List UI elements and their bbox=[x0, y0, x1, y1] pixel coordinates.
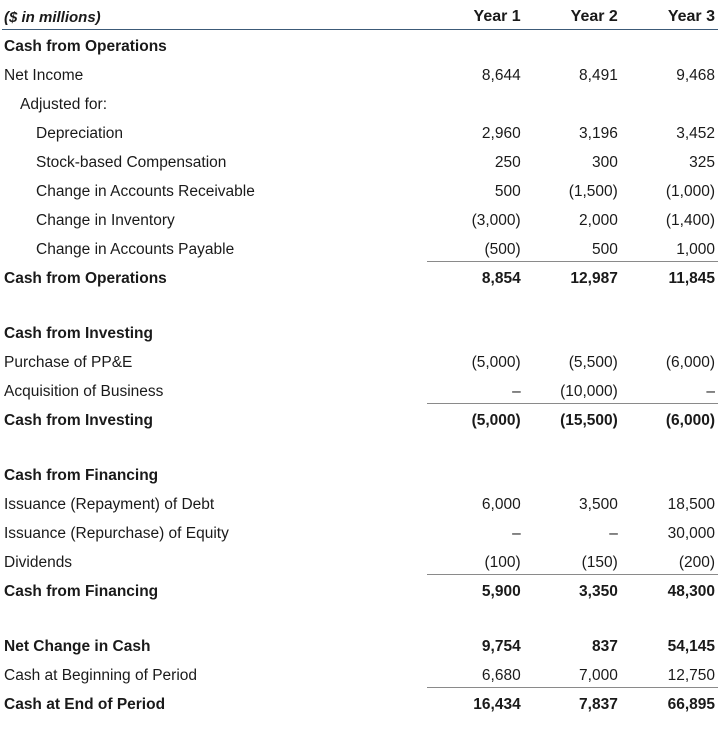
row-value-year-1: 5,900 bbox=[427, 574, 524, 603]
row-value-year-1 bbox=[427, 316, 524, 345]
row-value-year-1: – bbox=[512, 525, 521, 542]
row-label: Cash from Financing bbox=[4, 583, 159, 600]
table-body bbox=[2, 0, 718, 716]
row-value-year-3: 11,845 bbox=[621, 261, 718, 290]
row-label: Change in Accounts Payable bbox=[36, 240, 235, 258]
row-value-year-2: 7,000 bbox=[579, 666, 618, 684]
table-header-row bbox=[2, 0, 718, 29]
row-value-year-3: 1,000 bbox=[676, 240, 715, 258]
row-value-year-2: 8,491 bbox=[579, 67, 618, 84]
row-value-year-2: 3,350 bbox=[524, 574, 621, 603]
table-row bbox=[2, 574, 718, 603]
table-row bbox=[2, 29, 718, 58]
row-value-year-3 bbox=[621, 458, 718, 487]
row-value-year-1: (5,000) bbox=[427, 403, 524, 432]
table-row bbox=[2, 374, 718, 403]
spacer-row bbox=[2, 290, 718, 316]
row-value-year-3: 325 bbox=[689, 154, 715, 171]
row-value-year-2: (5,500) bbox=[568, 354, 618, 371]
row-label: Cash from Financing bbox=[4, 467, 159, 484]
spacer-row bbox=[2, 432, 718, 458]
row-label: Stock-based Compensation bbox=[36, 154, 227, 171]
table-row bbox=[2, 658, 718, 687]
table-row bbox=[2, 516, 718, 545]
row-value-year-2: 3,196 bbox=[579, 125, 618, 142]
spacer-row bbox=[2, 603, 718, 629]
row-value-year-3 bbox=[621, 29, 718, 58]
column-header-year-3: Year 3 bbox=[621, 0, 718, 29]
row-value-year-2: – bbox=[609, 525, 618, 542]
row-label: Cash from Investing bbox=[4, 412, 153, 429]
row-value-year-3: 66,895 bbox=[621, 687, 718, 716]
row-value-year-2: (1,500) bbox=[568, 183, 618, 200]
row-value-year-3: 3,452 bbox=[676, 125, 715, 142]
row-value-year-2: (15,500) bbox=[524, 403, 621, 432]
row-value-year-3: 18,500 bbox=[667, 496, 715, 513]
row-value-year-1 bbox=[427, 458, 524, 487]
table-row bbox=[2, 403, 718, 432]
row-value-year-2 bbox=[524, 29, 621, 58]
table-row bbox=[2, 87, 718, 116]
row-value-year-3: – bbox=[706, 382, 715, 400]
row-value-year-2 bbox=[524, 316, 621, 345]
row-value-year-2: 3,500 bbox=[579, 496, 618, 513]
row-value-year-3: (6,000) bbox=[665, 354, 715, 371]
spacer-cell bbox=[2, 290, 718, 316]
row-value-year-3 bbox=[621, 87, 718, 116]
table-row bbox=[2, 116, 718, 145]
table-row bbox=[2, 145, 718, 174]
row-label: Issuance (Repurchase) of Equity bbox=[4, 525, 229, 542]
table-row bbox=[2, 545, 718, 574]
row-value-year-2: (150) bbox=[581, 553, 618, 571]
table-row bbox=[2, 345, 718, 374]
row-label: Net Change in Cash bbox=[4, 638, 151, 655]
row-value-year-2: 7,837 bbox=[524, 687, 621, 716]
row-value-year-1: 16,434 bbox=[427, 687, 524, 716]
row-value-year-1: 8,644 bbox=[481, 67, 521, 84]
row-label: Change in Inventory bbox=[36, 212, 175, 229]
row-value-year-1: (100) bbox=[484, 553, 521, 571]
row-value-year-2 bbox=[524, 87, 621, 116]
table-row bbox=[2, 487, 718, 516]
row-label: Depreciation bbox=[36, 125, 124, 142]
row-value-year-2: 300 bbox=[591, 154, 618, 171]
row-value-year-1: 500 bbox=[494, 183, 521, 200]
row-value-year-1: 6,000 bbox=[481, 496, 521, 513]
row-value-year-3: (1,400) bbox=[665, 212, 715, 229]
row-value-year-2: 12,987 bbox=[524, 261, 621, 290]
row-value-year-1: (3,000) bbox=[471, 212, 521, 229]
row-value-year-3: 48,300 bbox=[621, 574, 718, 603]
row-value-year-3: (6,000) bbox=[621, 403, 718, 432]
row-label: Adjusted for: bbox=[20, 96, 108, 113]
row-value-year-3: 12,750 bbox=[667, 666, 715, 684]
table-row bbox=[2, 58, 718, 87]
units-label: ($ in millions) bbox=[2, 0, 427, 29]
row-value-year-2 bbox=[524, 458, 621, 487]
spacer-cell bbox=[2, 603, 718, 629]
row-label: Acquisition of Business bbox=[4, 382, 164, 400]
row-label: Purchase of PP&E bbox=[4, 354, 133, 371]
row-value-year-2: (10,000) bbox=[560, 382, 618, 400]
row-value-year-2: 837 bbox=[591, 638, 618, 655]
table-row bbox=[2, 174, 718, 203]
row-value-year-1: 2,960 bbox=[481, 125, 521, 142]
table-row bbox=[2, 687, 718, 716]
row-label: Dividends bbox=[4, 553, 73, 571]
cash-flow-table bbox=[2, 0, 718, 716]
row-value-year-3: 30,000 bbox=[667, 525, 715, 542]
row-value-year-1: – bbox=[512, 382, 521, 400]
table-row bbox=[2, 232, 718, 261]
row-value-year-3: (1,000) bbox=[665, 183, 715, 200]
row-value-year-3: 9,468 bbox=[676, 67, 715, 84]
table-row bbox=[2, 316, 718, 345]
row-value-year-1: (5,000) bbox=[471, 354, 521, 371]
row-value-year-1: 6,680 bbox=[481, 666, 521, 684]
row-value-year-2: 2,000 bbox=[579, 212, 618, 229]
row-value-year-3: (200) bbox=[678, 553, 715, 571]
row-value-year-1 bbox=[427, 29, 524, 58]
row-value-year-1: 250 bbox=[494, 154, 521, 171]
spacer-cell bbox=[2, 432, 718, 458]
row-label: Net Income bbox=[4, 67, 84, 84]
table-row bbox=[2, 203, 718, 232]
column-header-year-2: Year 2 bbox=[524, 0, 621, 29]
row-value-year-1: (500) bbox=[484, 240, 521, 258]
row-label: Cash from Operations bbox=[4, 38, 167, 55]
row-label: Cash at End of Period bbox=[4, 696, 166, 713]
row-label: Change in Accounts Receivable bbox=[36, 183, 255, 200]
row-label: Cash from Operations bbox=[4, 270, 167, 287]
row-value-year-2: 500 bbox=[591, 240, 618, 258]
row-value-year-1 bbox=[427, 87, 524, 116]
table-row bbox=[2, 458, 718, 487]
table-row bbox=[2, 261, 718, 290]
table-row bbox=[2, 629, 718, 658]
row-value-year-1: 8,854 bbox=[427, 261, 524, 290]
row-value-year-3: 54,145 bbox=[667, 638, 715, 655]
row-label: Issuance (Repayment) of Debt bbox=[4, 496, 215, 513]
column-header-year-1: Year 1 bbox=[427, 0, 524, 29]
row-value-year-1: 9,754 bbox=[481, 638, 521, 655]
row-label: Cash from Investing bbox=[4, 325, 153, 342]
row-value-year-3 bbox=[621, 316, 718, 345]
row-label: Cash at Beginning of Period bbox=[4, 666, 198, 684]
